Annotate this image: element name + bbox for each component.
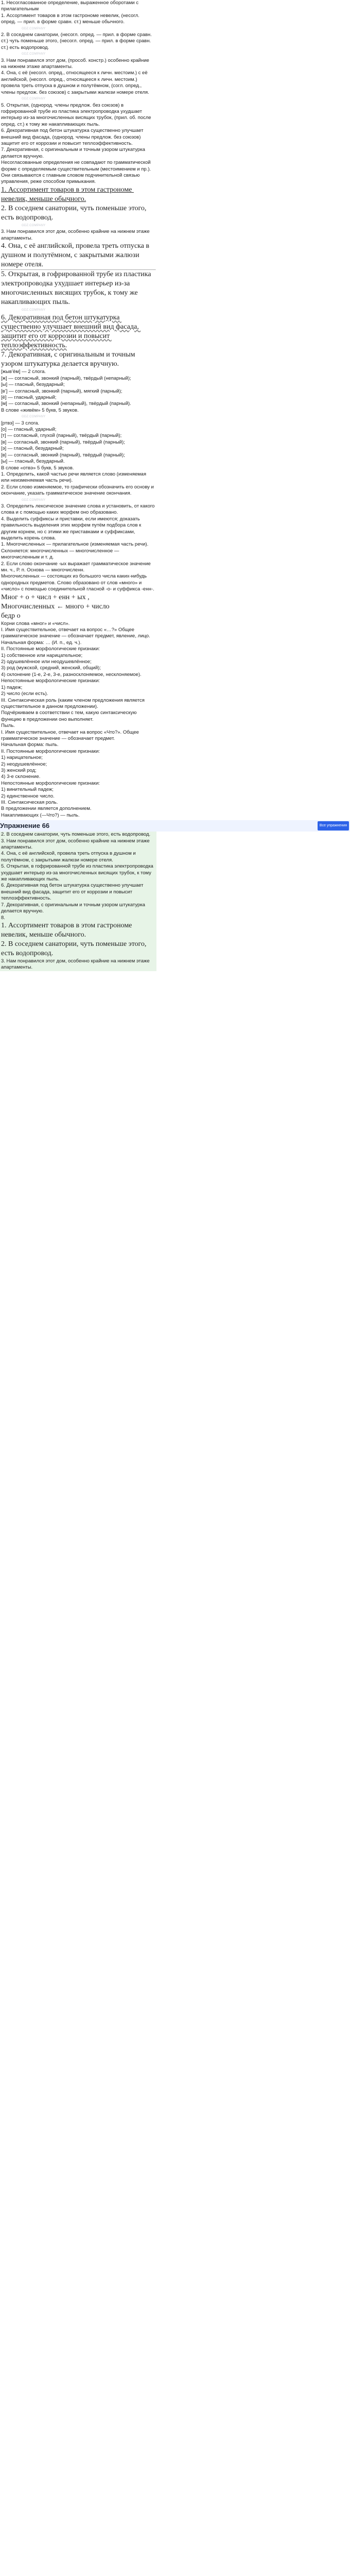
analysis-line: Пыль.	[1, 723, 15, 729]
analysis-line: 2) единственное число.	[1, 793, 55, 799]
phonetic-line: В слове «живём» 5 букв, 5 звуков.	[1, 407, 79, 413]
exercise-title: Упражнение 66	[0, 822, 50, 830]
section-morphemic	[1, 471, 155, 627]
step-line: 2. Если слово окончание -ых выражает грамматическое значение мн. ч., Р. п. Основа — многочисленн.	[1, 561, 152, 573]
answer-line: 4. Она, с её английской, провела треть отпуска в душном и полутёмном, с закрытыми жалюзи номере отеля.	[1, 851, 137, 863]
analysis-line: 2) одушевлённое или неодушевлённое;	[1, 659, 92, 665]
analysis-line: Непостоянные морфологические признаки:	[1, 678, 100, 684]
answer-line: 3. Нам понравился этот дом, особенно крайние на нижнем этаже апартаменты.	[1, 838, 151, 851]
step-line: Склоняется: многочисленных — многочисленное — многочисленным и т. д.	[1, 548, 120, 561]
exercise-66-content	[0, 832, 156, 971]
phonetic-line: [в] — согласный, звонкий (парный), твёрдый (парный);	[1, 439, 125, 445]
step-line: Многочисленных — состоящих из большого числа каких-нибудь однородных предметов. Слово образовано от слов «много» и «число» с помощью соединительной гласной -о- и суффикса -енн-.	[1, 573, 154, 592]
answer-line: 2. В соседнем санатории, чуть поменьше этого, есть водопровод.	[1, 940, 148, 957]
morph-line: Мног + о + числ + енн + ых ,	[1, 593, 90, 601]
parsed-sentence: 1. Ассортимент товаров в этом гастрономе невелик, меньше обычного.	[1, 185, 134, 203]
phonetic-line: В слове «отвэ» 5 букв, 5 звуков.	[1, 465, 74, 471]
analysis-line: II. Постоянные морфологические признаки:	[1, 646, 100, 652]
text-line: 5. Открытая, (однород. члены предлож. без союзов) в гофрированной трубе из пластика электропроводка ухудшает интерьер из-за многочисленных висящих трубок, (прил. об. после опред. ст.) к тому же накапливающих пыль.	[1, 102, 153, 127]
analysis-line: 3) род (мужской, средний, женский, общий);	[1, 665, 101, 671]
phonetic-line: [жыв’ём] — 2 слога.	[1, 369, 46, 375]
analysis-line: I. Имя существительное, отвечает на вопрос «Что?». Общее грамматическое значение — обозначает предмет.	[1, 729, 141, 741]
analysis-line: II. Постоянные морфологические признаки:	[1, 748, 100, 754]
parsed-sentence: 4. Она, с её английской, провела треть отпуска в душном и полутёмном, с закрытыми жалюзи номере отеля.	[1, 242, 155, 270]
morph-short: бедр о	[1, 612, 21, 620]
text-line: 7. Декоративная, с оригинальным и точным узором штукатурка делается вручную.	[1, 147, 147, 159]
analysis-line: В предложении является дополнением.	[1, 806, 92, 812]
phonetic-line: [м] — согласный, звонкий (непарный), твёрдый (парный).	[1, 401, 131, 407]
morph-word: Многочисленных ← много + число	[1, 602, 110, 611]
text-line: 2. В соседнем санатории, (несогл. опред. — прил. в форме сравн. ст.) чуть поменьше этого, (несогл. опред. — прил. в форме сравн. ст.) есть водопровод.	[1, 32, 153, 50]
text-line: 1. Несогласованное определение, выраженное оборотами с прилагательным	[1, 0, 140, 12]
analysis-line: 2) неодушевлённое;	[1, 761, 47, 767]
parsed-sentence: 7. Декоративная, с оригинальным и точным узором штукатурка делается вручную.	[1, 351, 137, 368]
analysis-line: I. Имя существительное, отвечает на вопрос «…?» Общее грамматическое значение — обозначает предмет, явление, лицо.	[1, 627, 150, 639]
section-phonetics	[1, 369, 155, 471]
analysis-line: 1) винительный падеж;	[1, 787, 54, 793]
answer-line: 5. Открытая, в гофрированной трубе из пластика электропроводка ухудшает интерьер из-за многочисленных висящих трубок, к тому же накапливающих пыль.	[1, 863, 155, 883]
exercise-header	[0, 820, 350, 832]
text-line: 4. Она, с её (несогл. опред., относящееся к личн. местоим.) с её английской, (несогл. опред., относящееся к личн. местоим.) провела треть отпуска в душном и полутёмном, (согл. опред., члены предлож. без союзов) с закрытыми жалюзи номере отеля.	[1, 70, 149, 95]
content-column	[0, 0, 156, 819]
phonetic-line: [ы] — гласный, безударный;	[1, 382, 65, 388]
step-line: Корни слова «мног» и «числ».	[1, 620, 70, 626]
answer-line: 3. Нам понравился этот дом, особенно крайние на нижнем этаже апартаменты.	[1, 958, 151, 971]
analysis-line: 1) нарицательное;	[1, 755, 43, 761]
section-parsed-sentences	[1, 185, 155, 369]
watermark: GDZ.COMPANY	[22, 53, 46, 56]
text-line: 1. Ассортимент товаров в этом гастрономе невелик, (несогл. опред. — прил. в форме сравн. ст.) меньше обычного.	[1, 12, 141, 25]
watermark: GDZ.COMPANY	[22, 309, 46, 312]
step-line: 1. Многочисленных — прилагательное (изменяемая часть речи).	[1, 541, 149, 548]
section-definitions	[1, 0, 155, 185]
phonetic-line: [о] — гласный, ударный;	[1, 427, 57, 433]
analysis-line: 1) собственное или нарицательное;	[1, 652, 83, 658]
watermark: GDZ.COMPANY	[22, 97, 46, 101]
answer-line: 6. Декоративная под бетон штукатурка существенно улучшает внешний вид фасада, защитит его от коррозии и повысит теплоэффективность.	[1, 883, 145, 902]
text-line: 3. Нам понравился этот дом, (прособ. констр.) особенно крайние на нижнем этаже апартаменты.	[1, 57, 151, 70]
answer-line: 1. Ассортимент товаров в этом гастрономе невелик, меньше обычного.	[1, 921, 134, 939]
answer-line: 7. Декоративная, с оригинальным и точным узором штукатурка делается вручную.	[1, 902, 147, 914]
parsed-sentence: 6. Декоративная под бетон штукатурка существенно улучшает внешний вид фасада, защитит его от коррозии и повысит теплоэффективность.	[1, 314, 141, 350]
step-line: 1. Определить, какой частью речи является слово (изменяемая или неизменяемая часть речи).	[1, 471, 148, 484]
section-noun-analysis	[1, 627, 155, 819]
watermark: GDZ.COMPANY	[22, 224, 46, 227]
parsed-sentence: 5. Открытая, в гофрированной трубе из пластика электропроводка ухудшает интерьер из-за многочисленных висящих трубок, к тому же накапливающих пыль.	[1, 270, 153, 306]
phonetic-line: [в] — согласный, звонкий (парный), твёрдый (парный);	[1, 452, 125, 458]
analysis-line: III. Синтаксическая роль.	[1, 800, 58, 805]
analysis-line: Накапливающих (—Что?) — пыль.	[1, 812, 80, 818]
analysis-line: Подчёркиваем в соответствии с тем, какую синтаксическую функцию в предложении оно выполняет.	[1, 710, 138, 722]
analysis-line: 1) падеж;	[1, 684, 23, 690]
phonetic-line: [ы] — гласный, безударный.	[1, 459, 65, 465]
step-line: 2. Если слово изменяемое, то графически обозначить его основу и окончание, указать грамматическое значение окончания.	[1, 484, 155, 497]
all-exercises-button[interactable]: Все упражнения	[318, 821, 349, 831]
text-line: 6. Декоративная под бетон штукатурка существенно улучшает внешний вид фасада, (однород. члены предлож. без союзов) защитит его от коррозии и повысит теплоэффективность.	[1, 128, 145, 146]
phonetic-line: [э] — гласный, безударный;	[1, 446, 64, 452]
phonetic-line: [в’] — согласный, звонкий (парный), мягкий (парный);	[1, 388, 122, 394]
phonetic-line: [ртвэ] — 3 слога.	[1, 420, 40, 426]
watermark: GDZ.COMPANY	[22, 415, 46, 419]
watermark: GDZ.COMPANY	[22, 27, 46, 30]
phonetic-line: [ж] — согласный, звонкий (парный), твёрдый (непарный);	[1, 375, 131, 381]
analysis-line: Начальная форма: пыль.	[1, 742, 59, 748]
parsed-sentence: 3. Нам понравился этот дом, особенно крайние на нижнем этаже апартаменты.	[1, 229, 151, 241]
step-line: 4. Выделить суффиксы и приставки, если имеются; доказать правильность выделения этих морфем путём подбора слов к другим корнем, но с этими же приставками и суффиксами, выделить корень слова.	[1, 516, 143, 541]
analysis-line: Начальная форма: … (И. п., ед. ч.).	[1, 639, 82, 646]
analysis-line: 3) женский род;	[1, 767, 37, 773]
analysis-line: III. Синтаксическая роль (каким членом предложения является существительное в данном предложении).	[1, 697, 146, 709]
text-line: Несогласованные определения не совпадают по грамматической форме с определяемым существительным (местоимением и пр.). Они связываются с главным словом подчинительной связью управления, реже способом примыкания.	[1, 160, 152, 185]
answer-line: 8.	[1, 914, 5, 921]
analysis-line: 4) 3-е склонение.	[1, 774, 41, 780]
step-line: 3. Определить лексическое значение слова и установить, от какого слова и с помощью каких морфем оно образовано.	[1, 503, 156, 516]
analysis-line: Непостоянные морфологические признаки:	[1, 780, 100, 786]
analysis-line: 4) склонение (1-е, 2-е, 3-е, разносклоняемое, несклоняемое).	[1, 671, 142, 677]
phonetic-line: [т] — согласный, глухой (парный), твёрдый (парный);	[1, 433, 122, 439]
watermark: GDZ.COMPANY	[22, 498, 46, 502]
analysis-line: 2) число (если есть).	[1, 691, 48, 697]
phonetic-line: [ё] — гласный, ударный;	[1, 395, 57, 401]
parsed-sentence: 2. В соседнем санатории, чуть поменьше этого, есть водопровод.	[1, 204, 148, 222]
answer-line: 2. В соседнем санатории, чуть поменьше этого, есть водопровод.	[1, 832, 151, 838]
